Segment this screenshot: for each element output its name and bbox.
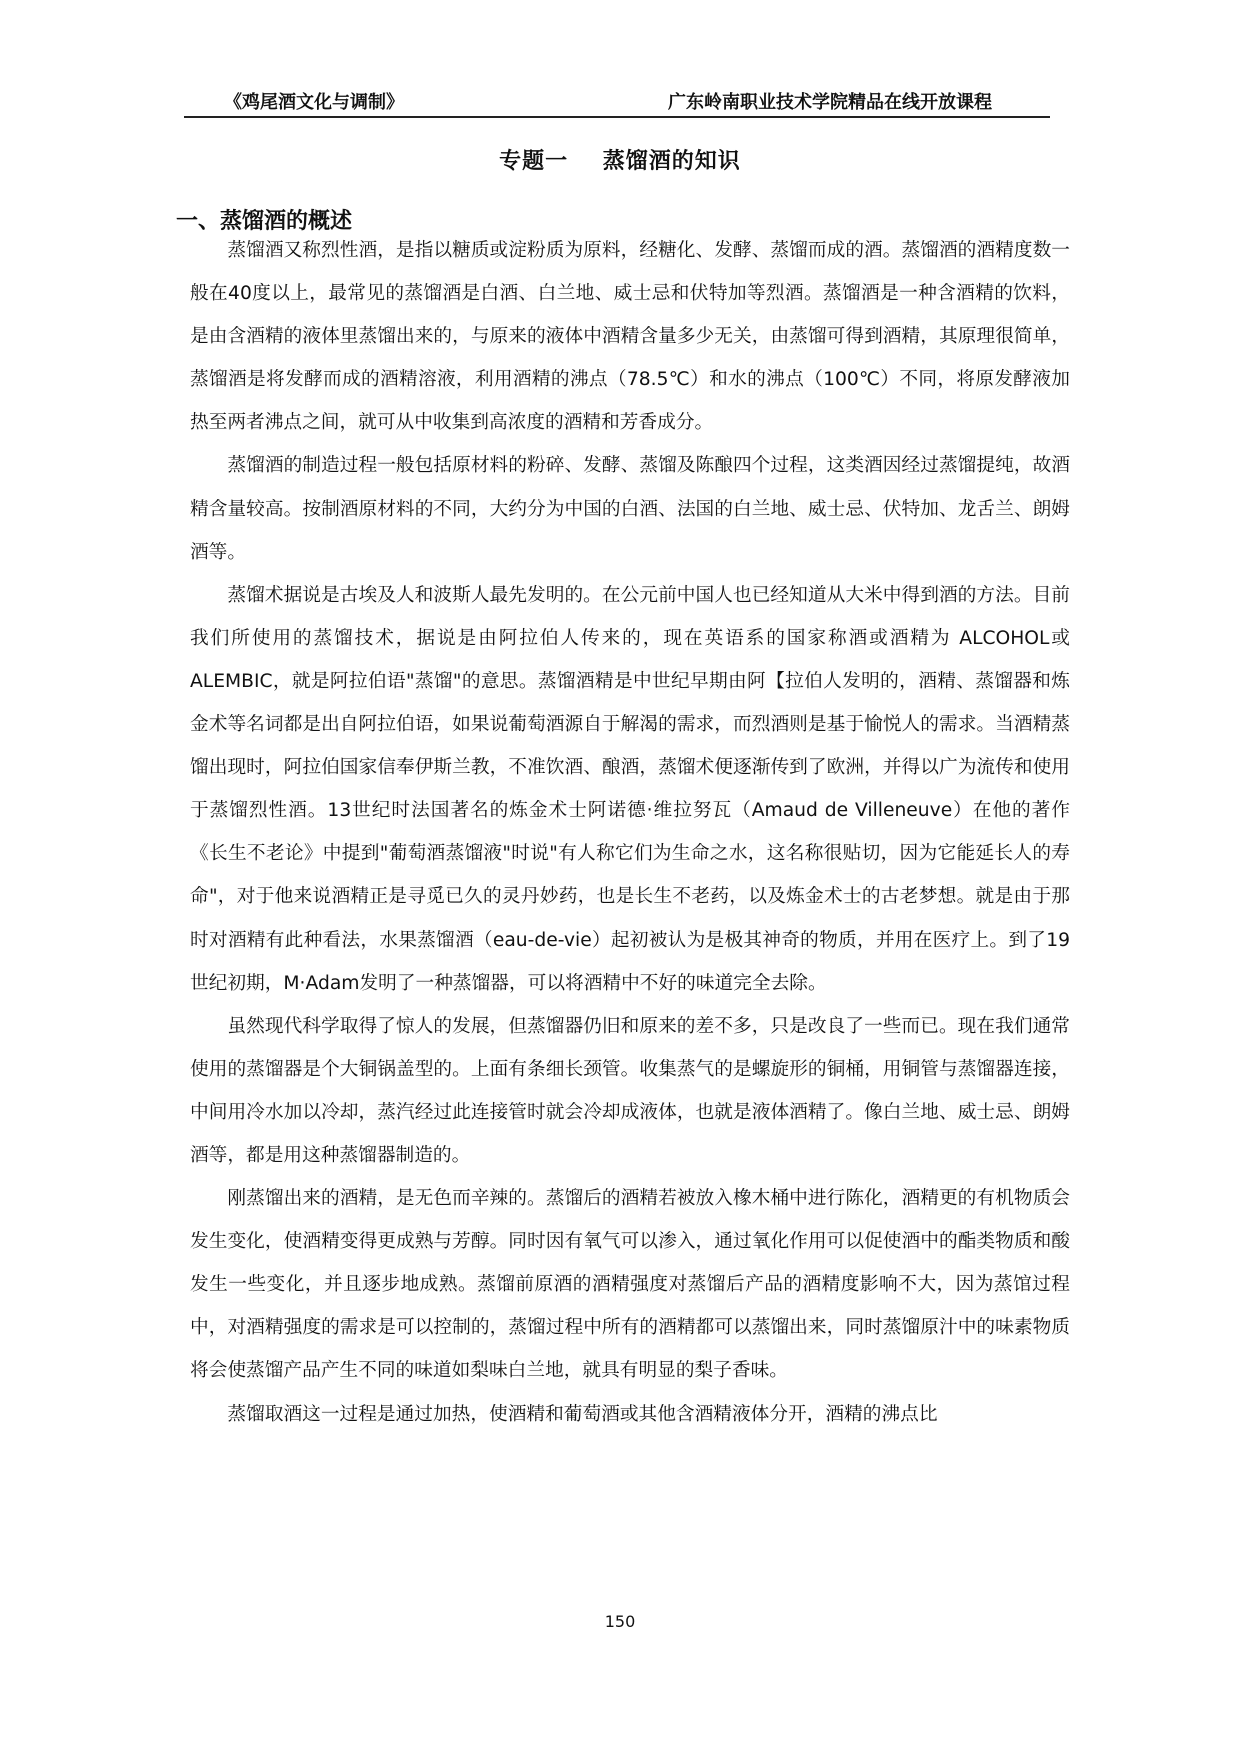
page-title: 专题一 蒸馏酒的知识 <box>499 149 741 174</box>
page-number: 150 <box>604 1612 636 1631</box>
paragraph-heating: 蒸馏取酒这一过程是通过加热，使酒精和葡萄酒或其他含酒精液体分开，酒精的沸点比 <box>227 1403 938 1425</box>
section-heading: 一、蒸馏酒的概述 <box>176 209 353 234</box>
paragraph-distiller: 虽然现代科学取得了惊人的发展，但蒸馏器仍旧和原来的差不多，只是改良了一些而已。现在我们通常使用的蒸馏器是个大铜锅盖型的。上面有条细长颈管。收集蒸气的是螺旋形的铜桶，用铜管与蒸馏器连接，中间用冷水加以冷却，蒸汽经过此连接管时就会冷却成液体，也就是液体酒精了。像白兰地、威士忌、朗姆酒等，都是用这种蒸馏器制造的。 <box>190 1015 1070 1166</box>
header-book-title: 《鸡尾酒文化与调制》 <box>224 92 404 113</box>
header-institution: 广东岭南职业技术学院精品在线开放课程 <box>668 92 992 113</box>
paragraph-overview: 蒸馏酒又称烈性酒，是指以糖质或淀粉质为原料，经糖化、发酵、蒸馏而成的酒。蒸馏酒的酒精度数一般在40度以上，最常见的蒸馏酒是白酒、白兰地、威士忌和伏特加等烈酒。蒸馏酒是一种含酒精的饮料，是由含酒精的液体里蒸馏出来的，与原来的液体中酒精含量多少无关，由蒸馏可得到酒精，其原理很简单，蒸馏酒是将发酵而成的酒精溶液，利用酒精的沸点（78.5℃）和水的沸点（100℃）不同，将原发酵液加热至两者沸点之间，就可从中收集到高浓度的酒精和芳香成分。 <box>190 240 1070 434</box>
paragraph-aging: 刚蒸馏出来的酒精，是无色而辛辣的。蒸馏后的酒精若被放入橡木桶中进行陈化，酒精更的有机物质会发生变化，使酒精变得更成熟与芳醇。同时因有氧气可以渗入，通过氧化作用可以促使酒中的酯类物质和酸发生一些变化，并且逐步地成熟。蒸馏前原酒的酒精强度对蒸馏后产品的酒精度影响不大，因为蒸馆过程中，对酒精强度的需求是可以控制的，蒸馏过程中所有的酒精都可以蒸馏出来，同时蒸馏原汁中的味素物质将会使蒸馏产品产生不同的味道如梨味白兰地，就具有明显的梨子香味。 <box>190 1188 1070 1382</box>
body-text <box>190 229 1070 1436</box>
paragraph-process: 蒸馏酒的制造过程一般包括原材料的粉碎、发酵、蒸馏及陈酿四个过程，这类酒因经过蒸馏提纯，故酒精含量较高。按制酒原材料的不同，大约分为中国的白酒、法国的白兰地、威士忌、伏特加、龙舌兰、朗姆酒等。 <box>190 455 1070 563</box>
page-header <box>184 86 1050 118</box>
paragraph-history: 蒸馏术据说是古埃及人和波斯人最先发明的。在公元前中国人也已经知道从大米中得到酒的方法。目前我们所使用的蒸馏技术，据说是由阿拉伯人传来的，现在英语系的国家称酒或酒精为 ALCOHOL或 ALEMBIC，就是阿拉伯语"蒸馏"的意思。蒸馏酒精是中世纪早期由阿【拉伯人发明的，酒精、蒸馏器和炼金术等名词都是出自阿拉伯语，如果说葡萄酒源自于解渴的需求，而烈酒则是基于愉悦人的需求。当酒精蒸馏出现时，阿拉伯国家信奉伊斯兰教，不准饮酒、酿酒，蒸馏术便逐渐传到了欧洲，并得以广为流传和使用于蒸馏烈性酒。13世纪时法国著名的炼金术士阿诺德·维拉努瓦（Amaud de Villeneuve）在他的著作《长生不老论》中提到"葡萄酒蒸馏液"时说"有人称它们为生命之水，这名称很贴切，因为它能延长人的寿命"，对于他来说酒精正是寻觅已久的灵丹妙药，也是长生不老药，以及炼金术士的古老梦想。就是由于那时对酒精有此种看法，水果蒸馏酒（eau-de-vie）起初被认为是极其神奇的物质，并用在医疗上。到了19世纪初期，M·Adam发明了一种蒸馏器，可以将酒精中不好的味道完全去除。 <box>190 584 1070 994</box>
